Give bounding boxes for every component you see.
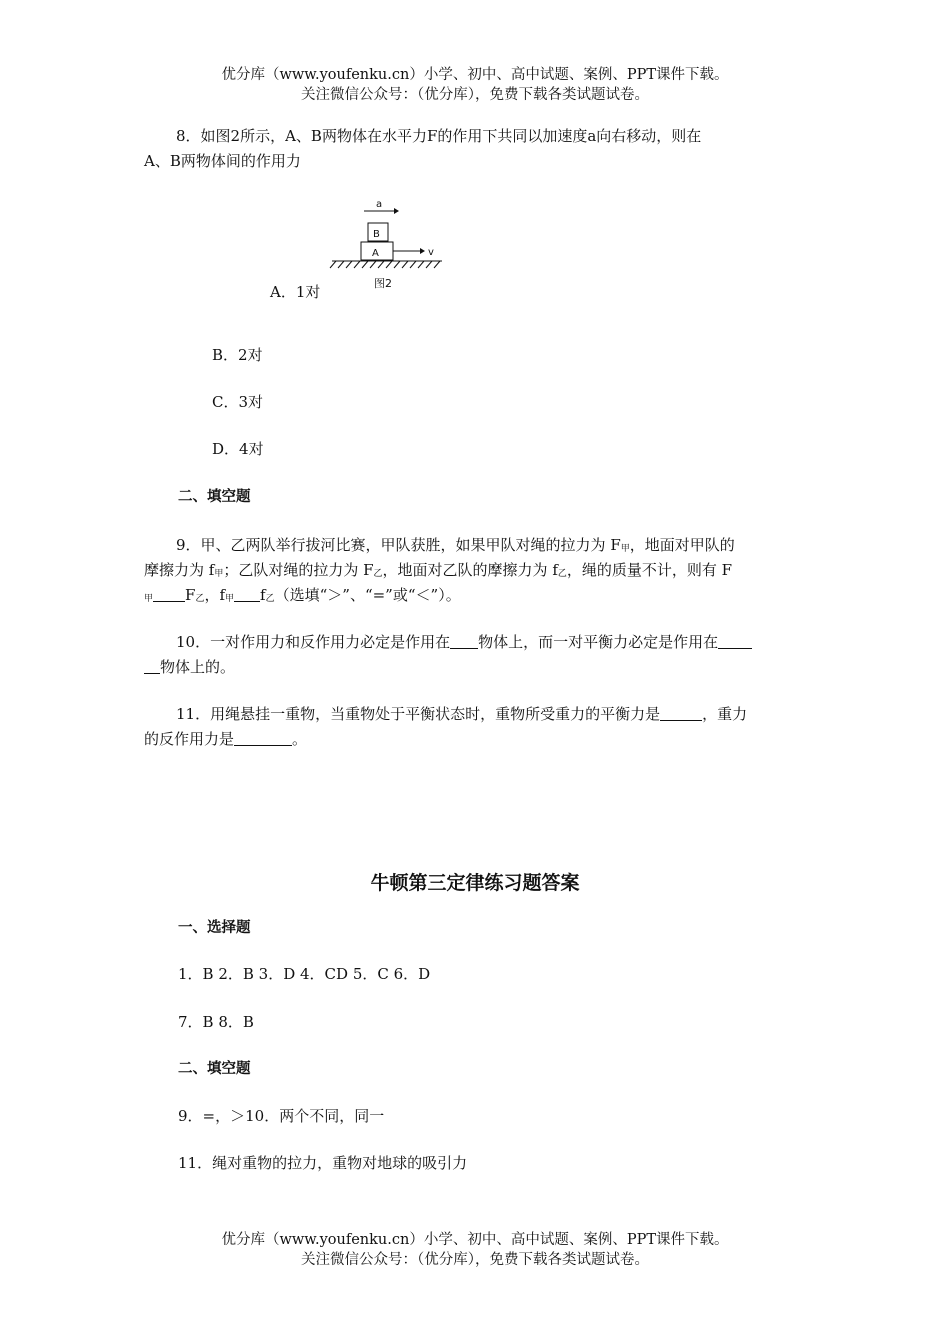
q9-line-1: 9．甲、乙两队举行拔河比赛，甲队获胜，如果甲队对绳的拉力为 $F_甲$，地面对甲队的 bbox=[176, 536, 735, 554]
q10-line-2: 物体上的。 bbox=[144, 655, 808, 679]
footer-line-1: 优分库（www.youfenku.cn）小学、初中、高中试题、案例、PPT课件下载。 bbox=[221, 1232, 729, 1248]
force-arrow-head bbox=[420, 248, 425, 254]
q8-option-d: D．4对 bbox=[212, 440, 264, 458]
answers-row-2: 7．B 8．B bbox=[178, 1013, 254, 1031]
answers-section-fill-title: 二、填空题 bbox=[178, 1061, 251, 1077]
header-line-1: 优分库（www.youfenku.cn）小学、初中、高中试题、案例、PPT课件下载。 bbox=[221, 67, 729, 83]
q10-line-1: 10．一对作用力和反作用力必定是作用在 物体上，而一对平衡力必定是作用在 bbox=[144, 630, 808, 654]
answers-row-1: 1．B 2．B 3．D 4．CD 5．C 6．D bbox=[178, 965, 431, 983]
q11-blank-2[interactable] bbox=[234, 731, 292, 746]
q9-blank-2[interactable] bbox=[234, 587, 260, 602]
q10-blank-2-cont[interactable] bbox=[144, 659, 160, 674]
q10-blank-2[interactable] bbox=[718, 634, 752, 649]
figure-label-A: A bbox=[372, 248, 379, 259]
q10-blank-1[interactable] bbox=[450, 634, 478, 649]
answers-row-3: 9．=，＞10．两个不同，同一 bbox=[178, 1107, 385, 1125]
footer-line-2: 关注微信公众号：（优分库），免费下载各类试题试卷。 bbox=[301, 1252, 649, 1268]
section-fill-blank-title: 二、填空题 bbox=[178, 489, 251, 505]
figure-2-diagram bbox=[328, 195, 452, 295]
q8-option-c: C．3对 bbox=[212, 393, 264, 411]
q8-line-2: A、B两物体间的作用力 bbox=[144, 152, 301, 170]
ground-hatching bbox=[330, 261, 440, 268]
q11-line-1: 11．用绳悬挂一重物，当重物处于平衡状态时，重物所受重力的平衡力是 ，重力 bbox=[176, 705, 748, 723]
q8-line-1: 8．如图2所示，A、B两物体在水平力F的作用下共同以加速度a向右移动，则在 bbox=[176, 127, 702, 145]
header-line-2: 关注微信公众号：（优分库），免费下载各类试题试卷。 bbox=[301, 87, 649, 103]
q9-blank-1[interactable] bbox=[153, 587, 185, 602]
figure-label-a: a bbox=[376, 199, 383, 210]
figure-caption: 图2 bbox=[374, 277, 392, 290]
q9-line-2: 摩擦力为 $f_甲$；乙队对绳的拉力为 $F_乙$，地面对乙队的摩擦力为 $f_乙$，绳的质量不计，则有 F bbox=[144, 561, 733, 579]
figure-label-b: B bbox=[373, 229, 380, 240]
q11-blank-1[interactable] bbox=[660, 706, 702, 721]
q8-option-a: A．1对 bbox=[270, 283, 321, 301]
answers-title: 牛顿第三定律练习题答案 bbox=[370, 872, 580, 894]
acceleration-arrow-head bbox=[394, 208, 399, 214]
q11-line-2: 的反作用力是 。 bbox=[144, 730, 308, 748]
figure-label-v: v bbox=[428, 247, 434, 258]
q8-option-b: B．2对 bbox=[212, 346, 263, 364]
q9-line-3: $_甲$ $F_乙$，$f_甲$ $f_乙$（选填“＞”、“=”或“＜”）。 bbox=[144, 586, 461, 604]
answers-section-choice-title: 一、选择题 bbox=[178, 920, 251, 936]
answers-row-4: 11．绳对重物的拉力，重物对地球的吸引力 bbox=[178, 1154, 468, 1172]
